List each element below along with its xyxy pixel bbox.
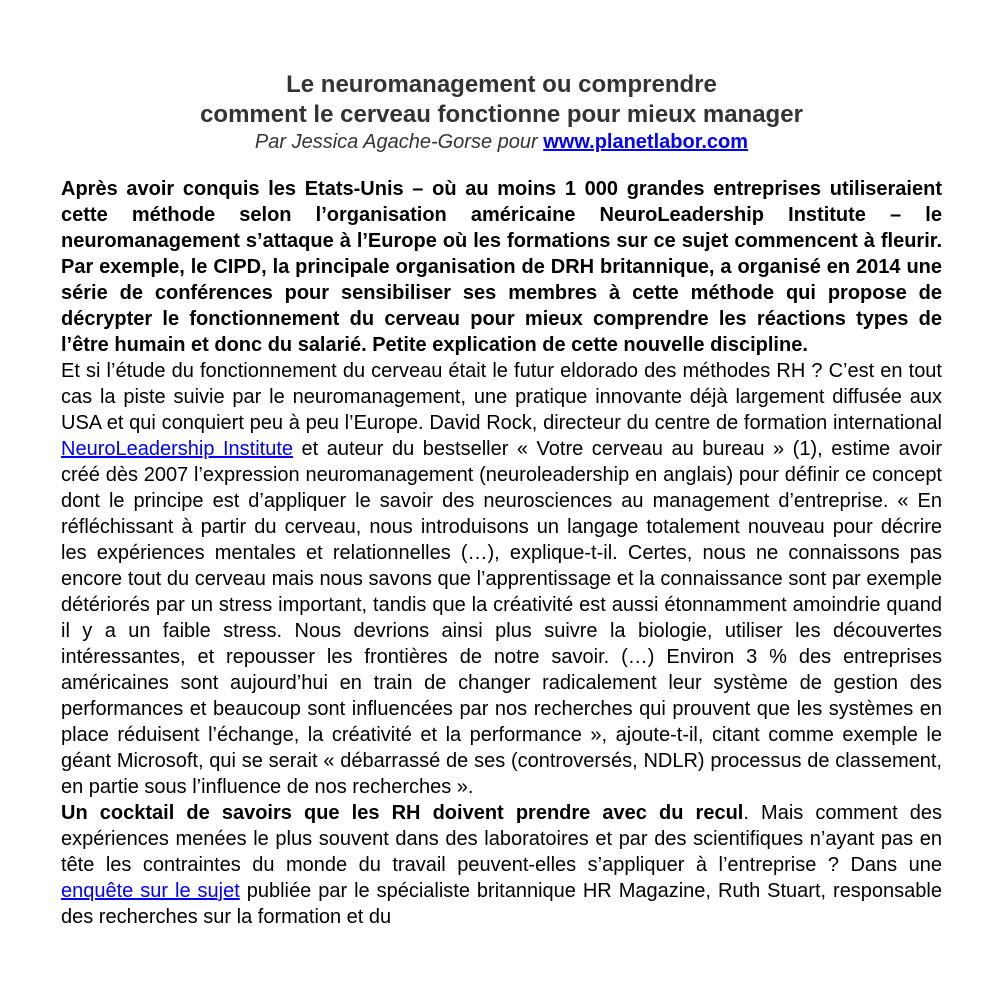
document-page	[61, 70, 942, 930]
byline-link[interactable]: www.planetlabor.com	[543, 131, 749, 153]
p2-text-1: . Mais comment des expériences menées le plus souvent dans des laboratoires et par des scientifiques n’ayant pas en tête les contraintes du monde du travail peuvent-elles s’appliquer à l’entreprise ? Dans une	[61, 802, 942, 876]
section-heading: Un cocktail de savoirs que les RH doivent prendre avec du recul	[61, 802, 744, 824]
enquete-link[interactable]: enquête sur le sujet	[61, 880, 240, 902]
byline	[61, 130, 942, 154]
article-title	[61, 70, 942, 130]
lead-paragraph: Après avoir conquis les Etats-Unis – où au moins 1 000 grandes entreprises utiliseraient cette méthode selon l’organisation américaine NeuroLeadership Institute – le neuromanagement s’attaque à l’Europe où les formations sur ce sujet commencent à fleurir. Par exemple, le CIPD, la principale organisation de DRH britannique, a organisé en 2014 une série de conférences pour sensibiliser ses membres à cette méthode qui propose de décrypter le fonctionnement du cerveau pour mieux comprendre les réactions types de l’être humain et donc du salarié. Petite explication de cette nouvelle discipline.	[61, 178, 942, 356]
title-line-1: Le neuromanagement ou comprendre	[286, 71, 717, 98]
body-paragraph-2	[61, 800, 942, 930]
p1-text-2: et auteur du bestseller « Votre cerveau au bureau » (1), estime avoir créé dès 2007 l’expression neuromanagement (neuroleadership en anglais) pour définir ce concept dont le principe est d’appliquer le savoir des neurosciences au management d’entreprise. « En réfléchissant à partir du cerveau, nous introduisons un langage totalement nouveau pour décrire les expériences mentales et relationnelles (…), explique-t-il. Certes, nous ne connaissons pas encore tout du cerveau mais nous savons que l’apprentissage et la connaissance sont par exemple détériorés par un stress important, tandis que la créativité est aussi étonnamment amoindrie quand il y a un faible stress. Nous devrions ainsi plus suivre la biologie, utiliser les découvertes intéressantes, et repousser les frontières de notre savoir. (…) Environ 3 % des entreprises américaines sont aujourd’hui en train de changer radicalement leur système de gestion des performances et beaucoup sont influencées par nos recherches qui prouvent que les systèmes en place réduisent l’échange, la créativité et la performance », ajoute-t-il, citant comme exemple le géant Microsoft, qui se serait « débarrassé de ses (controversés, NDLR) processus de classement, en partie sous l’influence de nos recherches ».	[61, 438, 942, 798]
title-line-2: comment le cerveau fonctionne pour mieux manager	[200, 101, 803, 128]
p1-text-1: Et si l’étude du fonctionnement du cerveau était le futur eldorado des méthodes RH ? C’est en tout cas la piste suivie par le neuromanagement, une pratique innovante déjà largement diffusée aux USA et qui conquiert peu à peu l’Europe. David Rock, directeur du centre de formation international	[61, 360, 942, 434]
byline-prefix: Par Jessica Agache-Gorse pour	[254, 131, 544, 153]
p2-text-2: publiée par le spécialiste britannique HR Magazine, Ruth Stuart, responsable des recherches sur la formation et du	[61, 880, 942, 928]
body-paragraph-1	[61, 358, 942, 800]
neuroleadership-link[interactable]: NeuroLeadership Institute	[61, 438, 294, 460]
